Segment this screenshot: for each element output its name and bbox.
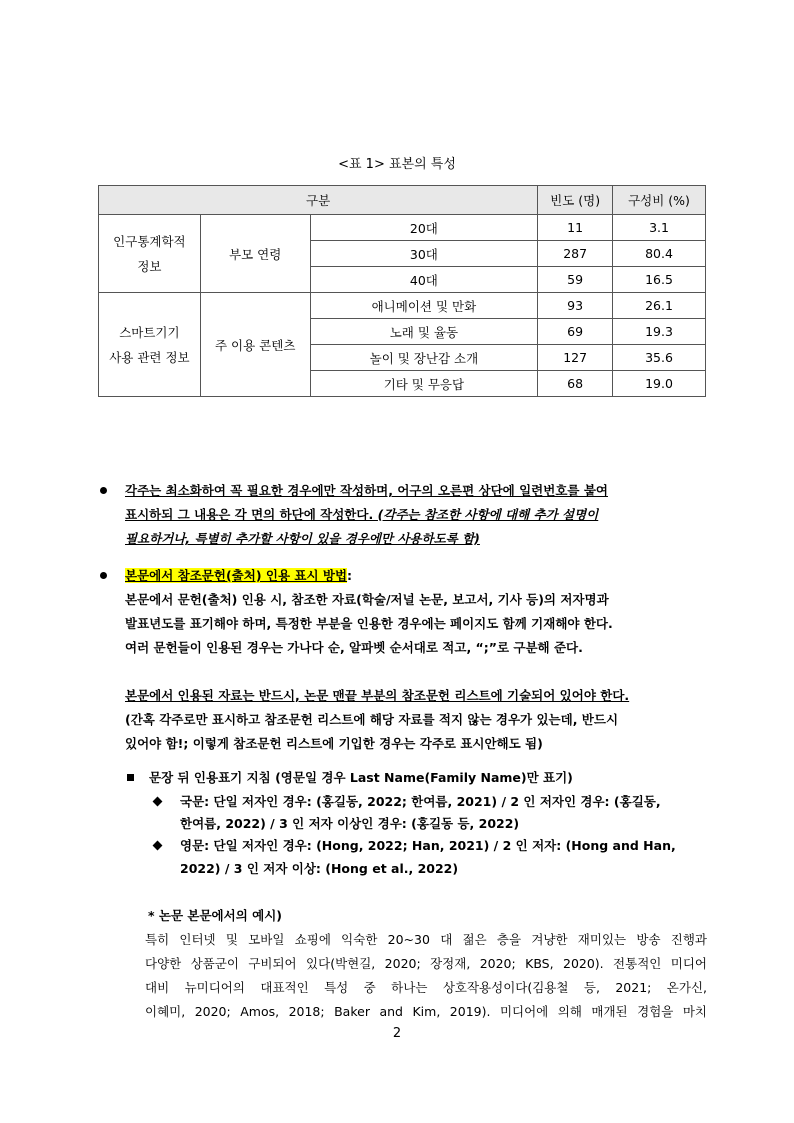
group-label-demographic: [99, 215, 201, 293]
footnote-line-2a: 표시하되 그 내용은 각 면의 하단에 작성한다.: [125, 507, 378, 522]
guide-english-1: 영문: 단일 저자인 경우: (Hong, 2022; Han, 2021) / 2 인 저자: (Hong and Han,: [180, 838, 676, 853]
group-label-smart-device: [99, 293, 201, 397]
table-cell-item: 40대: [310, 267, 538, 293]
table-cell-ratio: 26.1: [613, 293, 706, 319]
example-line-4: 이혜미, 2020; Amos, 2018; Baker and Kim, 2019). 미디어에 의해 매개된 경험을 마치: [145, 1004, 707, 1019]
subgroup-parent-age: 부모 연령: [200, 215, 310, 293]
table-cell-item: 노래 및 율동: [310, 319, 538, 345]
citation-para-3: 여러 문헌들이 인용된 경우는 가나다 순, 알파벳 순서대로 적고, “;”로 구분해 준다.: [125, 640, 583, 655]
table-cell-item: 애니메이션 및 만화: [310, 293, 538, 319]
bullet-square-icon: [127, 774, 134, 781]
guide-english-2: 2022) / 3 인 저자 이상: (Hong et al., 2022): [180, 861, 459, 876]
table-cell-item: 놀이 및 장난감 소개: [310, 345, 538, 371]
table-cell-freq: 68: [538, 371, 613, 397]
table-cell-ratio: 80.4: [613, 241, 706, 267]
citation-title: 본문에서 참조문헌(출처) 인용 표시 방법: [125, 568, 348, 583]
subgroup-main-content: 주 이용 콘텐츠: [200, 293, 310, 397]
table-cell-ratio: 35.6: [613, 345, 706, 371]
bullet-dot-icon: [100, 572, 107, 579]
sample-table: [98, 185, 706, 397]
table-cell-item: 30대: [310, 241, 538, 267]
table-cell-ratio: 19.0: [613, 371, 706, 397]
header-category: 구분: [99, 186, 538, 215]
table-cell-freq: 127: [538, 345, 613, 371]
table-row: [99, 293, 706, 319]
citation-para-2: 발표년도를 표기해야 하며, 특정한 부분을 인용한 경우에는 페이지도 함께 기재해야 한다.: [125, 616, 613, 631]
page-number: 2: [392, 1026, 402, 1041]
table-cell-freq: 59: [538, 267, 613, 293]
table-cell-item: 20대: [310, 215, 538, 241]
table-cell-freq: 287: [538, 241, 613, 267]
guide-korean-2: 한여름, 2022) / 3 인 저자 이상인 경우: (홍길동 등, 2022): [180, 816, 520, 831]
footnote-line-2b: (각주는 참조한 사항에 대해 추가 설명이: [377, 507, 599, 522]
example-line-1: 특히 인터넷 및 모바일 쇼핑에 익숙한 20~30 대 젊은 층을 겨냥한 재미있는 방송 진행과: [145, 932, 707, 947]
citation-title-line: [125, 566, 352, 584]
citation-title-colon: :: [347, 568, 353, 583]
group-label-line: 스마트기기: [119, 324, 180, 340]
table-cell-freq: 11: [538, 215, 613, 241]
citation-para-4: 본문에서 인용된 자료는 반드시, 논문 맨끝 부분의 참조문헌 리스트에 기술되어 있어야 한다.: [125, 688, 630, 703]
bullet-dot-icon: [100, 487, 107, 494]
citation-para-6: 있어야 함!; 이렇게 참조문헌 리스트에 기입한 경우는 각주로 표시안해도 됨): [125, 736, 543, 751]
header-ratio: 구성비 (%): [613, 186, 706, 215]
footnote-line-2: [125, 505, 598, 523]
footnote-line-1: 각주는 최소화하여 꼭 필요한 경우에만 작성하며, 어구의 오른편 상단에 일련번호를 붙여: [125, 483, 608, 498]
header-frequency: 빈도 (명): [538, 186, 613, 215]
group-label-line: 사용 관련 정보: [109, 349, 190, 365]
table-header-row: [99, 186, 706, 215]
example-line-2: 다양한 상품군이 구비되어 있다(박현길, 2020; 장정재, 2020; KBS, 2020). 전통적인 미디어: [145, 956, 707, 971]
table-caption: <표 1> 표본의 특성: [338, 157, 456, 172]
example-title: * 논문 본문에서의 예시): [148, 908, 282, 923]
guide-korean-1: 국문: 단일 저자인 경우: (홍길동, 2022; 한여름, 2021) / 2 인 저자인 경우: (홍길동,: [180, 794, 661, 809]
table-cell-freq: 69: [538, 319, 613, 345]
group-label-line: 인구통계학적: [113, 233, 186, 249]
group-label-line: 정보: [137, 258, 162, 274]
citation-para-1: 본문에서 문헌(출처) 인용 시, 참조한 자료(학술/저널 논문, 보고서, 기사 등)의 저자명과: [125, 592, 609, 607]
table-cell-ratio: 19.3: [613, 319, 706, 345]
guide-title: 문장 뒤 인용표기 지침 (영문일 경우 Last Name(Family Name)만 표기): [149, 770, 573, 785]
table-cell-ratio: 16.5: [613, 267, 706, 293]
footnote-line-3: 필요하거나, 특별히 추가할 사항이 있을 경우에만 사용하도록 함): [125, 531, 480, 546]
citation-para-5: (간혹 각주로만 표시하고 참조문헌 리스트에 해당 자료를 적지 않는 경우가 있는데, 반드시: [125, 712, 619, 727]
table-cell-freq: 93: [538, 293, 613, 319]
table-row: [99, 215, 706, 241]
bullet-diamond-icon: [153, 797, 163, 807]
bullet-diamond-icon: [153, 841, 163, 851]
example-line-3: 대비 뉴미디어의 대표적인 특성 중 하나는 상호작용성이다(김용철 등, 2021; 온가신,: [145, 980, 707, 995]
table-cell-ratio: 3.1: [613, 215, 706, 241]
table-cell-item: 기타 및 무응답: [310, 371, 538, 397]
